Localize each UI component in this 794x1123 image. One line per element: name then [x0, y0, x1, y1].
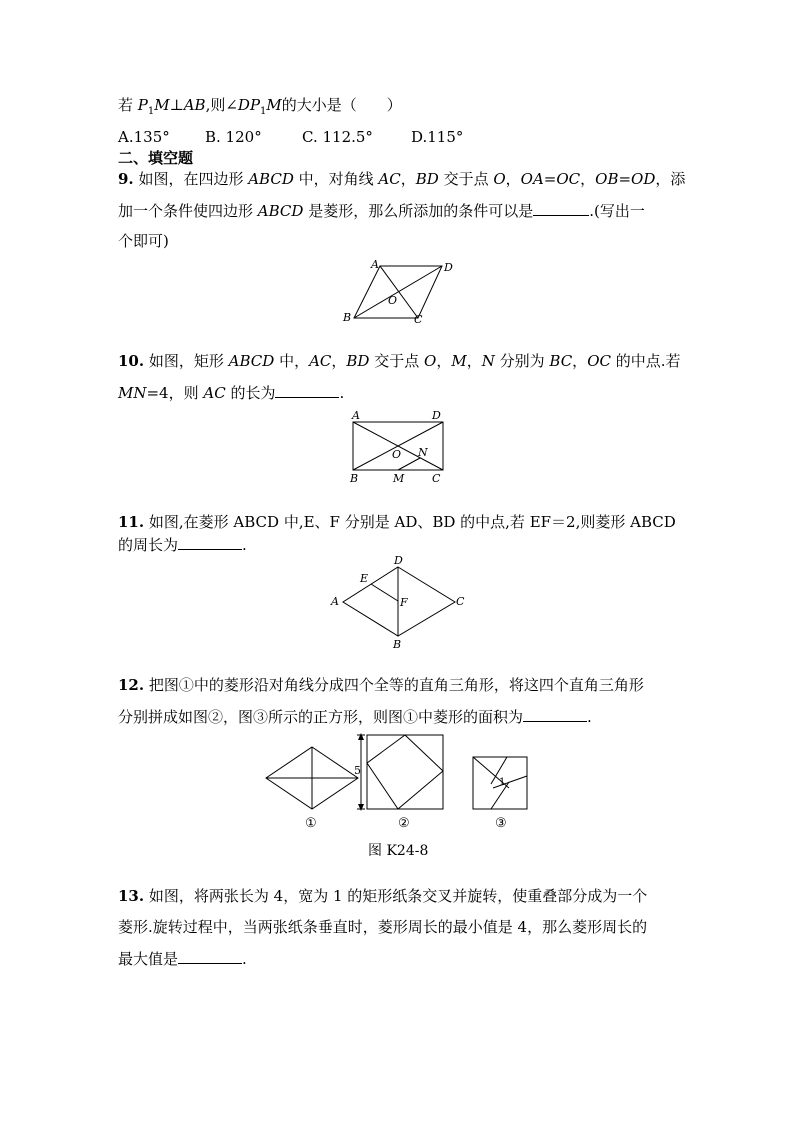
q10-label-m: M — [393, 472, 405, 485]
q10-text: 的中点.若 — [610, 352, 681, 370]
q8-option-a: A.135° — [118, 128, 170, 146]
q11-line1 — [118, 513, 676, 531]
q12-fig-label-3: ③ — [495, 816, 507, 831]
q9-text: ， — [505, 170, 521, 188]
q13-line3 — [118, 949, 247, 968]
q13-line1 — [118, 887, 647, 905]
q10-text: 交于点 — [369, 352, 425, 370]
q11-figure — [325, 552, 475, 651]
q8-var-ab: AB — [183, 96, 206, 114]
q10-line1 — [118, 352, 681, 370]
q12-fig2-arrow-down — [358, 804, 364, 811]
q8-sub: 1 — [147, 106, 155, 117]
q13-text: 如图，将两张长为 4，宽为 1 的矩形纸条交叉并旋转，使重叠部分成为一个 — [144, 887, 648, 905]
q9-number: 9. — [118, 170, 134, 188]
q8-var-p: P — [137, 96, 148, 114]
q9-var: ABCD — [248, 170, 294, 188]
q12-fig2-square — [367, 735, 443, 809]
q12-answer-blank[interactable] — [523, 707, 587, 722]
q9-text: 是菱形，那么所添加的条件可以是 — [303, 202, 534, 220]
q10-text: ， — [466, 352, 482, 370]
q9-var: OB=OD — [595, 170, 656, 188]
q12-text: 把图①中的菱形沿对角线分成四个全等的直角三角形，将这四个直角三角形 — [144, 676, 644, 694]
q8-option-b: B. 120° — [205, 128, 262, 146]
q10-var: N — [481, 352, 495, 370]
q12-line2 — [118, 707, 592, 726]
q10-var: OC — [587, 352, 611, 370]
q10-text: 如图，矩形 — [144, 352, 229, 370]
q11-text: . — [242, 536, 247, 554]
q9-line2 — [118, 201, 645, 220]
q12-text: . — [587, 708, 592, 726]
q10-text: =4，则 — [146, 384, 204, 402]
q10-label-o: O — [392, 448, 402, 461]
q9-text: 加一个条件使四边形 — [118, 202, 258, 220]
q10-var: AC — [203, 384, 226, 402]
q9-var: O — [493, 170, 506, 188]
q12-fig-label-1: ① — [305, 816, 317, 831]
q11-line2 — [118, 535, 247, 554]
q12-fig2-inner-square — [367, 735, 443, 809]
q12-fig2-arrow-up — [358, 733, 364, 740]
q11-label-f: F — [400, 596, 408, 609]
q13-answer-blank[interactable] — [178, 949, 242, 964]
q8-option-c: C. 112.5° — [302, 128, 373, 146]
q8-sub: 1 — [260, 106, 267, 117]
q10-var: M — [451, 352, 467, 370]
q10-text: 的长为 — [225, 384, 276, 402]
q10-var: ABCD — [228, 352, 275, 370]
q9-line3: 个即可) — [118, 232, 169, 250]
q9-text: 中，对角线 — [293, 170, 379, 188]
q12-figure-caption: 图 K24-8 — [368, 843, 429, 859]
q12-line1 — [118, 676, 644, 694]
q11-text: 如图,在菱形 ABCD 中,E、F 分别是 AD、BD 的中点,若 EF＝2,则菱形 ABCD — [144, 513, 676, 531]
q9-label-d: D — [444, 261, 453, 274]
q10-label-a: A — [352, 409, 360, 422]
q10-var: BD — [346, 352, 370, 370]
q9-text: ， — [580, 170, 596, 188]
q10-line2 — [118, 383, 344, 402]
q12-fig-label-2: ② — [398, 816, 410, 831]
q10-answer-blank[interactable] — [275, 383, 339, 398]
q9-var: ABCD — [257, 202, 304, 220]
q11-label-e: E — [360, 572, 369, 585]
q9-label-o: O — [388, 294, 398, 307]
q10-label-n: N — [418, 446, 428, 459]
q12-fig3-inner-label: 1 — [499, 777, 506, 788]
q10-label-d: D — [432, 409, 441, 422]
q9-text: 交于点 — [438, 170, 494, 188]
q10-var: O — [424, 352, 437, 370]
q8-var-m: M — [154, 96, 170, 114]
q10-text: ， — [436, 352, 452, 370]
q9-figure — [340, 258, 460, 328]
q11-segment-ef — [371, 584, 398, 601]
q10-text: 分别为 — [494, 352, 550, 370]
q10-var: MN — [118, 384, 147, 402]
q9-text: ，添 — [655, 170, 686, 188]
q8-perp: ⊥ — [169, 96, 184, 114]
q10-var: BC — [549, 352, 573, 370]
section-title: 二、填空题 — [118, 149, 194, 167]
q10-figure — [340, 408, 460, 486]
q11-label-c: C — [456, 595, 465, 608]
q10-number: 10. — [118, 352, 145, 370]
q8-stem — [118, 96, 402, 121]
q10-label-c: C — [432, 472, 441, 485]
q9-label-b: B — [343, 311, 352, 324]
q12-fig2-dim-label: 5 — [354, 764, 361, 777]
q9-text: .(写出一 — [589, 202, 645, 220]
q9-var: BD — [415, 170, 439, 188]
q10-text: 中， — [274, 352, 310, 370]
q10-text: ， — [331, 352, 347, 370]
q13-text: . — [242, 950, 247, 968]
q8-text: 若 — [118, 96, 138, 114]
q8-var-m: M — [266, 96, 282, 114]
q13-text: 最大值是 — [118, 950, 179, 968]
q9-label-c: C — [414, 313, 423, 326]
q10-label-b: B — [350, 472, 359, 485]
q12-number: 12. — [118, 676, 145, 694]
q10-segment-mn — [398, 458, 420, 470]
q10-text: ， — [572, 352, 588, 370]
q9-label-a: A — [371, 258, 379, 271]
q11-label-b: B — [393, 638, 402, 651]
q9-line1 — [118, 170, 685, 188]
q9-text: 如图，在四边形 — [133, 170, 249, 188]
q9-answer-blank[interactable] — [533, 201, 589, 216]
q8-option-d: D.115° — [411, 128, 464, 146]
q8-text: 的大小是（ ） — [281, 96, 402, 114]
q13-number: 13. — [118, 887, 145, 905]
q9-diagonal-ac — [380, 266, 418, 318]
q11-text: 的周长为 — [118, 536, 179, 554]
q11-label-d: D — [394, 554, 403, 567]
q11-answer-blank[interactable] — [178, 535, 242, 550]
q11-label-a: A — [331, 595, 339, 608]
q12-figure — [262, 732, 537, 832]
q13-line2: 菱形.旋转过程中，当两张纸条垂直时，菱形周长的最小值是 4，那么菱形周长的 — [118, 918, 648, 936]
q8-text: ,则∠ — [205, 96, 238, 114]
q12-text: 分别拼成如图②，图③所示的正方形，则图①中菱形的面积为 — [118, 708, 524, 726]
q8-var-dp: DP — [237, 96, 261, 114]
q10-var: AC — [309, 352, 332, 370]
q9-var: OA=OC — [520, 170, 581, 188]
q11-number: 11. — [118, 513, 145, 531]
q10-text: . — [339, 384, 345, 402]
q9-var: AC — [378, 170, 401, 188]
q9-text: ， — [400, 170, 416, 188]
